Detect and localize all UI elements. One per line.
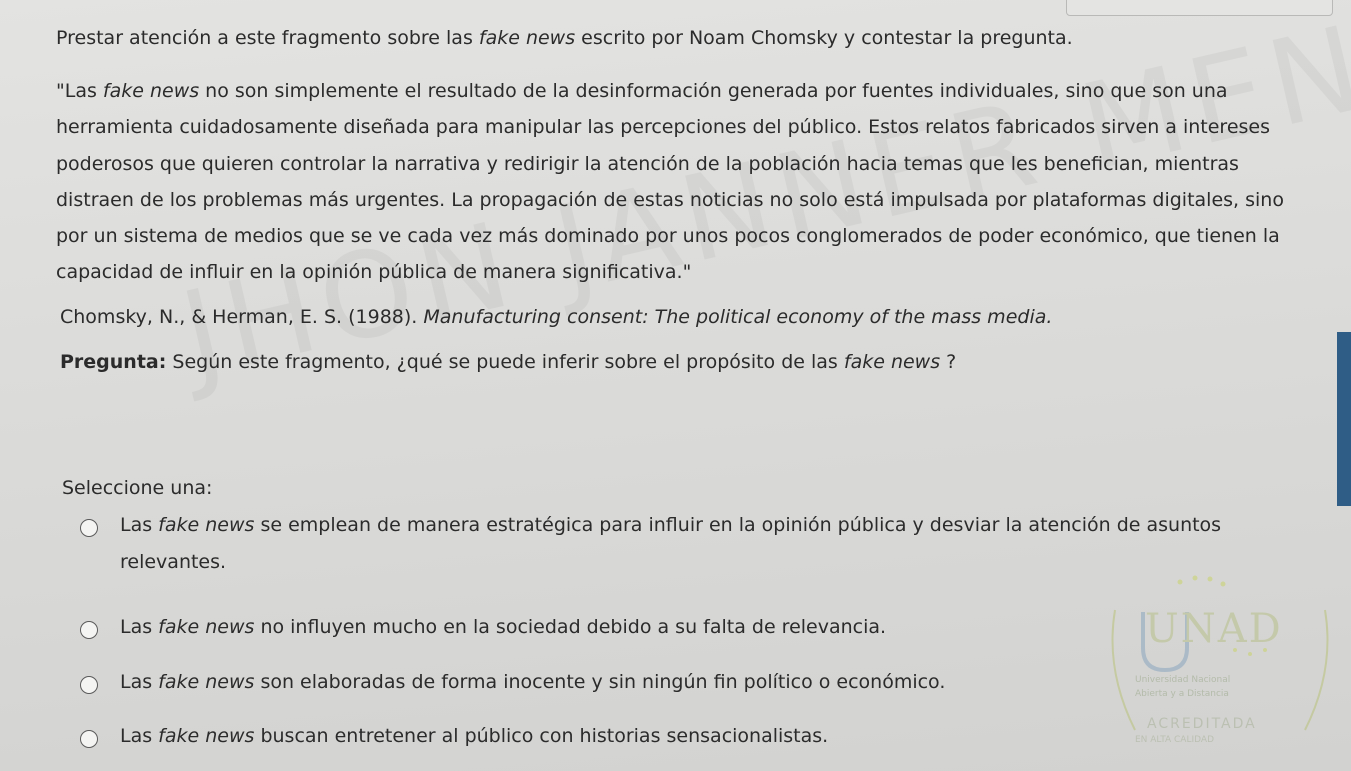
logo-brand: UNAD	[1145, 606, 1283, 652]
radio-button[interactable]	[80, 730, 98, 748]
answer-option-label: Las fake news se emplean de manera estratégica para influir en la opinión pública y desviar la atención de asuntos relevantes.	[120, 514, 1222, 573]
select-label: Seleccione una:	[62, 477, 213, 499]
logo-badge-sub: EN ALTA CALIDAD	[1135, 735, 1214, 745]
instruction-text: Prestar atención a este fragmento sobre las fake news escrito por Noam Chomsky y contestar la pregunta.	[56, 27, 1073, 49]
quote-paragraph: "Las fake news no son simplemente el resultado de la desinformación generada por fuentes individuales, sino que son una herramienta cuidadosamente diseñada para manipular las percepciones del público. Estos relatos fabricados sirven a intereses poderosos que quieren controlar la narrativa y redirigir la atención de la población hacia temas que les benefician, mientras distraen de los problemas más urgentes. La propagación de estas noticias no solo está impulsada por plataformas digitales, sino por un sistema de medios que se ve cada vez más dominado por unos pocos conglomerados de poder económico, que tienen la capacidad de influir en la opinión pública de manera significativa."	[56, 80, 1284, 284]
answer-option-4[interactable]	[80, 723, 828, 755]
answer-option-label: Las fake news no influyen mucho en la sociedad debido a su falta de relevancia.	[120, 616, 887, 638]
answer-option-3[interactable]	[80, 669, 945, 701]
radio-button[interactable]	[80, 621, 98, 639]
question-text: Pregunta: Según este fragmento, ¿qué se puede inferir sobre el propósito de las fake news ?	[60, 351, 957, 373]
radio-button[interactable]	[80, 519, 98, 537]
answer-option-label: Las fake news buscan entretener al público con historias sensacionalistas.	[120, 725, 829, 747]
answer-option-label: Las fake news son elaboradas de forma inocente y sin ningún fin político o económico.	[120, 671, 946, 693]
unad-logo	[1105, 570, 1335, 770]
citation: Chomsky, N., & Herman, E. S. (1988). Manufacturing consent: The political economy of the mass media.	[60, 306, 1053, 328]
radio-button[interactable]	[80, 676, 98, 694]
logo-line2: Abierta y a Distancia	[1135, 689, 1229, 699]
logo-line1: Universidad Nacional	[1135, 675, 1231, 685]
logo-badge: ACREDITADA	[1147, 716, 1257, 732]
side-accent-bar	[1337, 332, 1351, 506]
answer-option-2[interactable]	[80, 614, 886, 646]
